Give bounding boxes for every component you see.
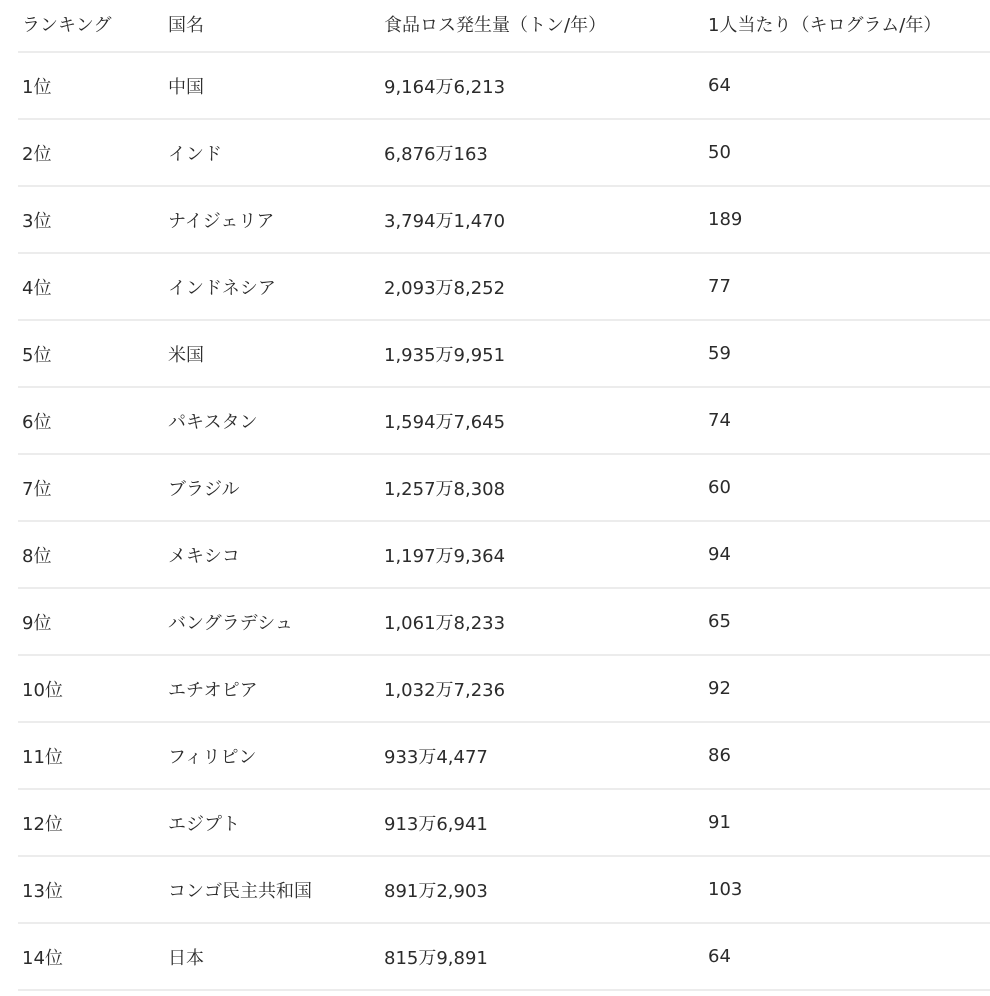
table-row bbox=[18, 120, 990, 187]
per-capita-cell: 50 bbox=[708, 142, 731, 163]
rank-cell: 9位 bbox=[22, 612, 52, 634]
country-cell: パキスタン bbox=[168, 411, 258, 433]
table-header-row bbox=[18, 0, 990, 53]
table-row bbox=[18, 187, 990, 254]
food-loss-cell: 6,876万163 bbox=[384, 143, 488, 165]
rank-cell: 11位 bbox=[22, 746, 63, 768]
per-capita-cell: 64 bbox=[708, 946, 731, 967]
food-loss-cell: 1,935万9,951 bbox=[384, 344, 506, 366]
header-ranking: ランキング bbox=[22, 15, 112, 36]
rank-cell: 4位 bbox=[22, 277, 52, 299]
header-country: 国名 bbox=[168, 15, 204, 36]
per-capita-cell: 59 bbox=[708, 343, 731, 364]
table-row bbox=[18, 790, 990, 857]
rank-cell: 12位 bbox=[22, 813, 63, 835]
country-cell: メキシコ bbox=[168, 545, 240, 567]
food-loss-cell: 1,594万7,645 bbox=[384, 411, 506, 433]
country-cell: インドネシア bbox=[168, 277, 276, 299]
rank-cell: 7位 bbox=[22, 478, 52, 500]
table-row bbox=[18, 53, 990, 120]
table-row bbox=[18, 589, 990, 656]
table-row bbox=[18, 857, 990, 924]
food-loss-cell: 913万6,941 bbox=[384, 813, 488, 835]
per-capita-cell: 91 bbox=[708, 812, 731, 833]
food-loss-cell: 1,061万8,233 bbox=[384, 612, 506, 634]
food-loss-cell: 2,093万8,252 bbox=[384, 277, 506, 299]
per-capita-cell: 92 bbox=[708, 678, 731, 699]
food-loss-ranking-table bbox=[18, 0, 990, 991]
per-capita-cell: 77 bbox=[708, 276, 731, 297]
country-cell: 中国 bbox=[168, 76, 204, 98]
rank-cell: 1位 bbox=[22, 76, 52, 98]
table-row bbox=[18, 522, 990, 589]
table-row bbox=[18, 656, 990, 723]
per-capita-cell: 74 bbox=[708, 410, 731, 431]
per-capita-cell: 94 bbox=[708, 544, 731, 565]
food-loss-cell: 815万9,891 bbox=[384, 947, 488, 969]
food-loss-cell: 891万2,903 bbox=[384, 880, 488, 902]
table-row bbox=[18, 723, 990, 790]
table-row bbox=[18, 254, 990, 321]
rank-cell: 8位 bbox=[22, 545, 52, 567]
table-row bbox=[18, 321, 990, 388]
rank-cell: 3位 bbox=[22, 210, 52, 232]
country-cell: フィリピン bbox=[168, 746, 257, 768]
food-loss-cell: 3,794万1,470 bbox=[384, 210, 506, 232]
per-capita-cell: 64 bbox=[708, 75, 731, 96]
header-food-loss: 食品ロス発生量（トン/年） bbox=[384, 15, 607, 36]
per-capita-cell: 60 bbox=[708, 477, 731, 498]
per-capita-cell: 189 bbox=[708, 209, 743, 230]
country-cell: コンゴ民主共和国 bbox=[168, 880, 312, 902]
rank-cell: 14位 bbox=[22, 947, 63, 969]
country-cell: ブラジル bbox=[168, 478, 240, 500]
country-cell: 米国 bbox=[168, 344, 204, 366]
country-cell: バングラデシュ bbox=[168, 612, 293, 634]
food-loss-cell: 9,164万6,213 bbox=[384, 76, 506, 98]
rank-cell: 13位 bbox=[22, 880, 63, 902]
table-row bbox=[18, 924, 990, 991]
country-cell: エチオピア bbox=[168, 679, 258, 701]
country-cell: エジプト bbox=[168, 813, 240, 835]
food-loss-cell: 933万4,477 bbox=[384, 746, 488, 768]
per-capita-cell: 65 bbox=[708, 611, 731, 632]
table-row bbox=[18, 455, 990, 522]
header-per-capita: 1人当たり（キログラム/年） bbox=[708, 15, 942, 36]
food-loss-cell: 1,032万7,236 bbox=[384, 679, 506, 701]
rank-cell: 2位 bbox=[22, 143, 52, 165]
rank-cell: 10位 bbox=[22, 679, 63, 701]
food-loss-cell: 1,197万9,364 bbox=[384, 545, 506, 567]
rank-cell: 6位 bbox=[22, 411, 52, 433]
country-cell: ナイジェリア bbox=[168, 210, 275, 232]
rank-cell: 5位 bbox=[22, 344, 52, 366]
country-cell: 日本 bbox=[168, 947, 204, 969]
per-capita-cell: 86 bbox=[708, 745, 731, 766]
per-capita-cell: 103 bbox=[708, 879, 743, 900]
table-row bbox=[18, 388, 990, 455]
country-cell: インド bbox=[168, 143, 222, 165]
food-loss-cell: 1,257万8,308 bbox=[384, 478, 506, 500]
